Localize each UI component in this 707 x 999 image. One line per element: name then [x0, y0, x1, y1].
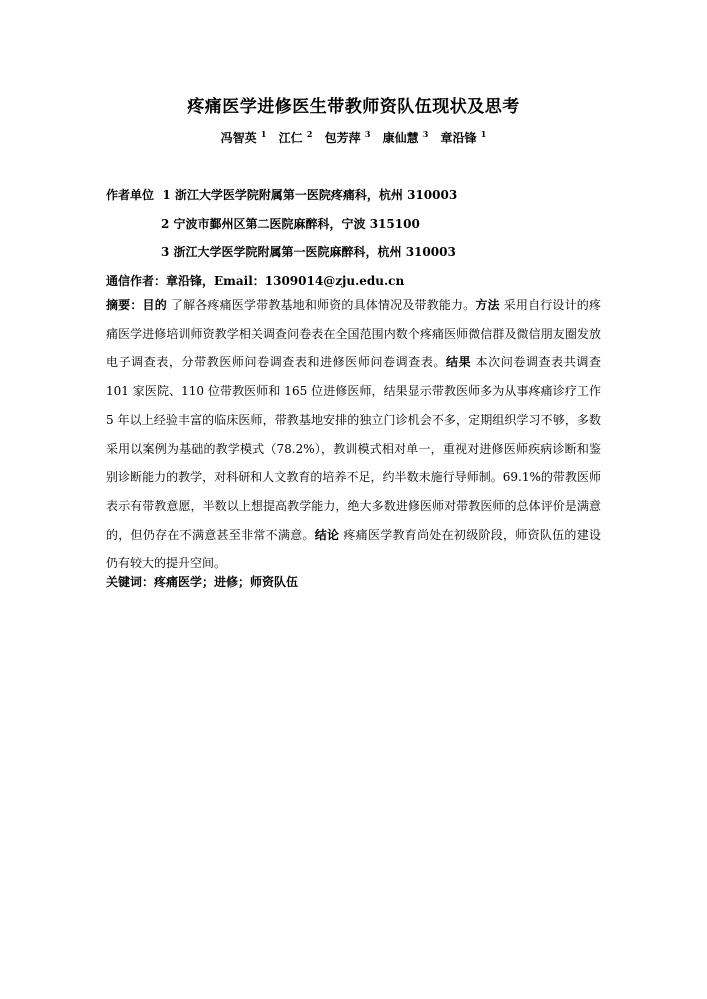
objective-text: 了解各疼痛医学带教基地和师资的具体情况及带教能力。: [166, 298, 476, 312]
results-text: 本次问卷调查表共调查 101 家医院、110 位带教医师和 165 位进修医师，结果显示带教医师多为从事疼痛诊疗工作 5 年以上经验丰富的临床医师，带教基地安排的独立门诊机会不多，定期组织学习不够，多数采用以案例为基础的教学模式（78.2%），教训模式相对单一，重视对进修医师疾病诊断和鉴别诊断能力的教学，对科研和人文教育的培养不足，约半数未施行导师制。69.1%的带教医师表示有带教意愿，半数以上想提高教学能力，绝大多数进修医师对带教医师的总体评价是满意的，但仍存在不满意甚至非常不满意。: [106, 355, 601, 542]
paper-title: 疼痛医学进修医生带教师资队伍现状及思考: [187, 97, 520, 117]
author: 包芳萍 $^3$: [324, 129, 371, 145]
conclusion-label: 结论: [314, 527, 340, 542]
corresponding-label: 通信作者：: [106, 274, 167, 288]
methods-text: 采用自行设计的疼痛医学进修培训师资教学相关调查问卷表在全国范围内数个疼痛医师微信群及微信朋友圈发放电子调查表，分带教医师问卷调查表和进修医师问卷调查表。: [106, 298, 601, 370]
corresponding-author: [106, 272, 404, 289]
keywords-text: 疼痛医学；进修；师资队伍: [154, 575, 299, 589]
corresponding-text: 章沿锋，Email：1309014@zju.edu.cn: [166, 274, 405, 288]
methods-label: 方法: [475, 298, 500, 312]
author-list: [0, 129, 707, 146]
affiliation-label: 作者单位: [106, 188, 155, 202]
author: 章沿锋 $^1$: [440, 129, 487, 145]
abstract-label: 摘要：: [106, 298, 143, 312]
author: 康仙慧 $^3$: [382, 129, 429, 145]
objective-label: 目的: [142, 298, 167, 312]
affiliation-2: 2 宁波市鄞州区第二医院麻醉科，宁波 315100: [161, 217, 420, 231]
affiliation-1: 作者单位 1 浙江大学医学院附属第一医院疼痛科，杭州 310003: [106, 188, 458, 202]
abstract: [106, 291, 601, 578]
author: 江仁 $^2$: [278, 129, 313, 145]
keywords: [106, 573, 298, 590]
author: 冯智英 $^1$: [220, 129, 267, 145]
keywords-label: 关键词：: [106, 575, 155, 589]
affiliation-3: 3 浙江大学医学院附属第一医院麻醉科，杭州 310003: [161, 245, 456, 259]
results-label: 结果: [446, 355, 472, 370]
conclusion-text: 疼痛医学教育尚处在初级阶段，师资队伍的建设仍有较大的提升空间。: [106, 527, 601, 571]
